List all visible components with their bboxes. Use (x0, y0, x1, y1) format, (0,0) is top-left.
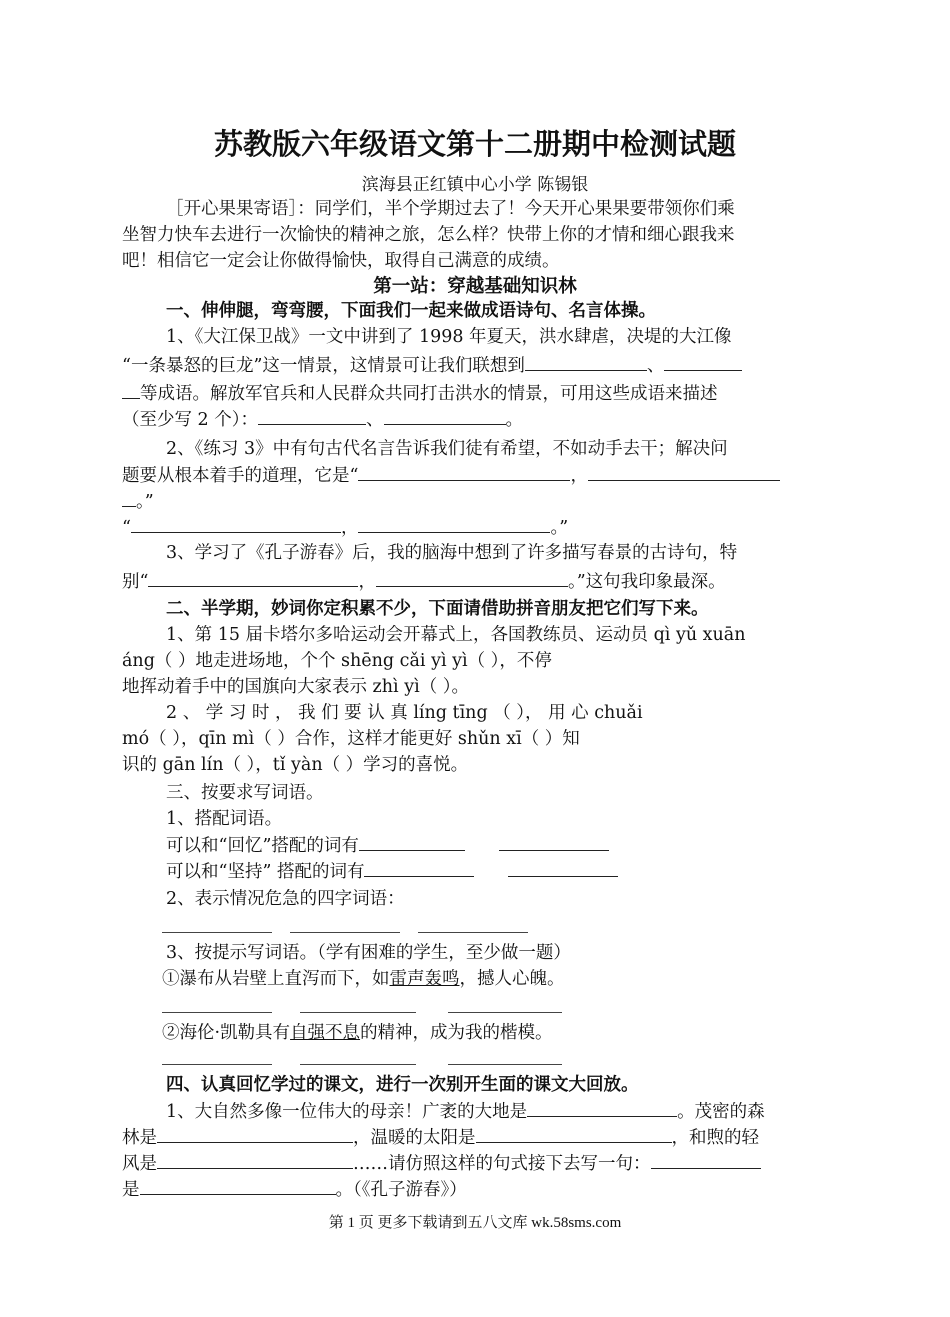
answer-blank[interactable] (448, 1012, 562, 1013)
answer-blank[interactable] (358, 514, 550, 533)
s4-text: 。（《孔子游春》） (335, 1180, 467, 1200)
s4-text: 。茂密的森 (677, 1102, 765, 1122)
author-line: 滨海县正红镇中心小学 陈锡银 (361, 175, 589, 195)
intro-line-1: ［开心果果寄语］：同学们，半个学期过去了！今天开心果果要带领你们乘 (166, 199, 735, 219)
s1-q1-line-3 (122, 380, 840, 407)
answer-blank[interactable] (527, 1098, 677, 1117)
document-title: 苏教版六年级语文第十二册期中检测试题 (213, 127, 736, 161)
s3-q3b-text: ②海伦·凯勒具有 (162, 1023, 291, 1043)
answer-blank[interactable] (448, 1064, 562, 1065)
answer-blank[interactable] (418, 932, 528, 933)
s1-q1-text: 等成语。解放军官兵和人民群众共同打击洪水的情景，可用这些成语来描述 (140, 384, 718, 404)
intro-line-3: 吧！相信它一定会让你做得愉快，取得自己满意的成绩。 (122, 251, 560, 271)
s1-q2-line-4 (122, 514, 840, 541)
answer-blank[interactable] (664, 352, 742, 371)
s3-q1a-text: 可以和“回忆”搭配的词有 (166, 836, 359, 856)
answer-blank[interactable] (157, 1124, 353, 1143)
answer-blank[interactable] (122, 380, 140, 399)
s4-text: ……请仿照这样的句式接下去写一句： (353, 1154, 651, 1174)
answer-blank[interactable] (499, 832, 609, 851)
answer-blank[interactable] (131, 514, 341, 533)
s1-q2-separator: ， (570, 466, 588, 486)
s4-line-1 (166, 1098, 840, 1125)
s3-q3a-text: ，撼人心魄。 (459, 969, 565, 989)
answer-blank[interactable] (651, 1150, 761, 1169)
s1-q1-line-1: 1、《大江保卫战》一文中讲到了 1998 年夏天，洪水肆虐，决堤的大江像 (166, 327, 732, 347)
answer-blank[interactable] (364, 858, 474, 877)
s1-q3-separator: ， (358, 572, 376, 592)
answer-blank[interactable] (162, 1012, 272, 1013)
page-footer: 第 1 页 更多下载请到五八文库 wk.58sms.com (328, 1215, 622, 1231)
s4-text: 1、大自然多像一位伟大的母亲！广袤的大地是 (166, 1102, 528, 1122)
intro-line-2: 坐智力快车去进行一次愉快的精神之旅，怎么样？快带上你的才情和细心跟我来 (122, 225, 735, 245)
answer-blank[interactable] (140, 1176, 336, 1195)
s3-q1a-line (166, 832, 840, 859)
section-1-heading: 一、伸伸腿，弯弯腰，下面我们一起来做成语诗句、名言体操。 (166, 301, 656, 321)
s1-q2-text: “ (122, 518, 131, 538)
answer-blank[interactable] (358, 462, 570, 481)
s2-q1-line-3: 地挥动着手中的国旗向大家表示 zhì yì（ ）。 (122, 677, 470, 697)
answer-blank[interactable] (476, 1124, 672, 1143)
s3-q3b-text: 的精神，成为我的楷模。 (360, 1023, 553, 1043)
s2-q2-line-1: 2 、 学 习 时 ， 我 们 要 认 真 líng tīng （ ）， 用 心 chuǎi (166, 703, 643, 723)
answer-blank[interactable] (300, 1012, 416, 1013)
section-2-heading: 二、半学期，妙词你定积累不少，下面请借助拼音朋友把它们写下来。 (166, 599, 709, 619)
s1-q3-line-2 (122, 568, 840, 595)
s4-line-3 (122, 1150, 840, 1177)
s1-q2-line-2 (122, 462, 840, 489)
answer-blank[interactable] (508, 858, 618, 877)
answer-blank[interactable] (384, 406, 506, 425)
section-4-heading: 四、认真回忆学过的课文，进行一次别开生面的课文大回放。 (166, 1075, 639, 1095)
answer-blank[interactable] (588, 462, 780, 481)
s4-line-4 (122, 1176, 840, 1203)
answer-blank[interactable] (300, 1064, 416, 1065)
s1-q1-text: 。 (505, 410, 524, 430)
s1-q2-text: 题要从根本着手的道理，它是“ (122, 466, 359, 486)
answer-blank[interactable] (162, 932, 272, 933)
answer-blank[interactable] (290, 932, 400, 933)
answer-blank[interactable] (359, 832, 465, 851)
s3-q1-label: 1、搭配词语。 (166, 809, 283, 829)
s3-q3b-line (162, 1020, 840, 1046)
s4-line-2 (122, 1124, 840, 1151)
s1-q1-line-2 (122, 352, 840, 379)
s1-q1-separator: 、 (366, 410, 384, 430)
s3-q2-label: 2、表示情况危急的四字词语： (166, 889, 405, 909)
section-3-heading: 三、按要求写词语。 (166, 783, 324, 803)
s1-q3-text: 别“ (122, 572, 149, 592)
s1-q1-line-4 (122, 406, 840, 433)
s1-q1-text: （至少写 2 个）： (122, 410, 259, 430)
answer-blank[interactable] (148, 568, 358, 587)
answer-blank[interactable] (122, 488, 136, 507)
s3-q1b-text: 可以和“坚持” 搭配的词有 (166, 862, 365, 882)
s1-q2-separator: ， (340, 518, 359, 538)
s1-q1-text: “一条暴怒的巨龙”这一情景，这情景可让我们联想到 (122, 356, 525, 376)
station-1-heading: 第一站：穿越基础知识林 (373, 276, 577, 297)
s2-q2-line-3: 识的 gān lín（ ），tǐ yàn（ ）学习的喜悦。 (122, 755, 469, 775)
answer-blank[interactable] (157, 1150, 353, 1169)
s4-text: 风是 (122, 1154, 157, 1174)
s1-q3-line-1: 3、学习了《孔子游春》后，我的脑海中想到了许多描写春景的古诗句，特 (166, 543, 738, 563)
answer-blank[interactable] (525, 352, 647, 371)
underlined-word: 雷声轰鸣 (389, 969, 460, 989)
s1-q2-line-1: 2、《练习 3》中有句古代名言告诉我们徒有希望，不如动手去干；解决问 (166, 439, 728, 459)
s3-q3-label: 3、按提示写词语。（学有困难的学生，至少做一题） (166, 943, 571, 963)
answer-blank[interactable] (258, 406, 366, 425)
answer-blank[interactable] (376, 568, 568, 587)
s2-q1-line-2: áng（ ）地走进场地，个个 shēng cǎi yì yì（ ），不停 (122, 651, 552, 671)
s3-q1b-line (166, 858, 840, 885)
s1-q2-line-3 (122, 488, 840, 515)
s3-q3a-text: ①瀑布从岩壁上直泻而下，如 (162, 969, 390, 989)
s4-text: ，和煦的轻 (671, 1128, 759, 1148)
underlined-word: 自强不息 (290, 1023, 361, 1043)
s1-q2-text: 。” (550, 518, 569, 538)
s4-text: ，温暖的太阳是 (353, 1128, 476, 1148)
s1-q2-text: 。” (136, 492, 154, 512)
s2-q2-line-2: mó（ ），qīn mì（ ）合作，这样才能更好 shǔn xī（ ）知 (122, 729, 580, 749)
s3-q3a-line (162, 966, 840, 992)
s2-q1-line-1: 1、第 15 届卡塔尔多哈运动会开幕式上，各国教练员、运动员 qì yǔ xuān (166, 625, 746, 645)
answer-blank[interactable] (162, 1064, 272, 1065)
s1-q1-separator: 、 (646, 356, 665, 376)
s1-q3-text: 。”这句我印象最深。 (567, 572, 726, 592)
s4-text: 林是 (122, 1128, 157, 1148)
s4-text: 是 (122, 1180, 140, 1200)
